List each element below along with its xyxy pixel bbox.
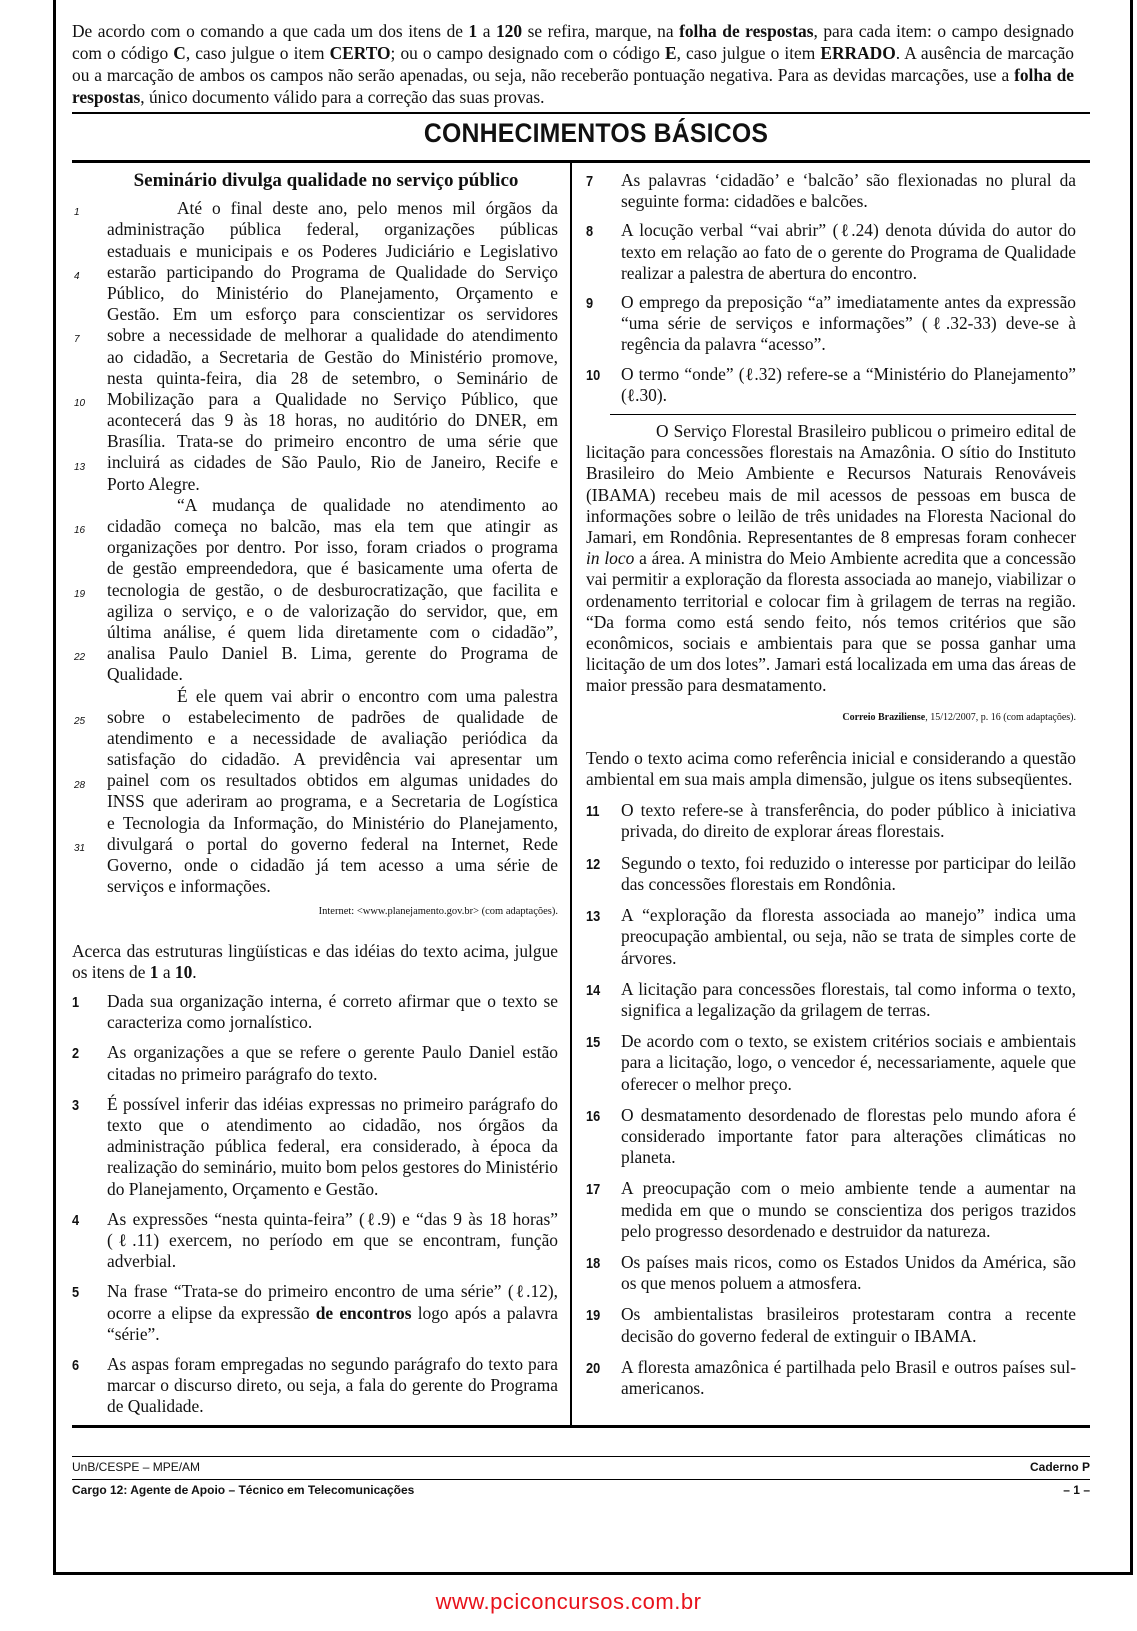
instructions-emphasis: ERRADO xyxy=(820,43,896,63)
question-number: 7 xyxy=(586,173,594,190)
question-text: As aspas foram empregadas no segundo parágrafo do texto para marcar o discurso direto, ou seja, a fala do gerente do Programa de Qualidade. xyxy=(107,1354,558,1417)
passage-line: satisfação do cidadão. A previdência vai apresentar um xyxy=(107,749,558,770)
question-number: 8 xyxy=(586,223,594,241)
line-number: 4 xyxy=(74,270,80,282)
question-number: 12 xyxy=(586,855,601,873)
question-emphasis: de encontros xyxy=(315,1302,412,1323)
passage-line: Público, do Ministério do Planejamento, Orçamento e xyxy=(107,282,558,303)
text2-source xyxy=(586,707,1076,728)
line-number: 7 xyxy=(74,334,80,346)
passage-line: ao cidadão, a Secretaria de Gestão do Ministério promove, xyxy=(107,346,558,367)
question-number: 13 xyxy=(586,908,601,926)
passage-line: nesta quinta-feira, dia 28 de setembro, o Seminário de xyxy=(107,367,558,388)
passage-line: Gestão. Em um esforço para conscientizar os servidores xyxy=(107,304,558,325)
line-number: 22 xyxy=(74,652,86,664)
text1-title: Seminário divulga qualidade no serviço público xyxy=(133,170,519,191)
footer-booklet: Caderno P xyxy=(1029,1460,1090,1474)
question-number: 6 xyxy=(72,1357,80,1375)
prompt-items-1-10 xyxy=(72,941,558,983)
prompt-end: . xyxy=(192,961,197,982)
instructions-emphasis: E xyxy=(665,43,677,63)
question-item xyxy=(586,1304,1076,1346)
passage-line: Mobilização para a Qualidade no Serviço Público, que xyxy=(107,388,558,409)
passage-line: Governo, onde o cidadão já tem acesso a uma série de xyxy=(107,855,558,876)
items-list-right xyxy=(586,800,1076,1399)
question-number: 2 xyxy=(72,1045,80,1063)
question-item xyxy=(72,1094,558,1200)
passage-line: painel com os resultados obtidos em algumas unidades do xyxy=(107,770,558,791)
prompt-to: 10 xyxy=(174,961,193,982)
question-item xyxy=(586,1357,1076,1399)
line-number: 16 xyxy=(74,525,86,537)
question-number: 11 xyxy=(586,803,600,821)
question-text: Segundo o texto, foi reduzido o interesse por participar do leilão das concessões florestais em Rondônia. xyxy=(621,852,1076,894)
question-number: 1 xyxy=(72,994,80,1011)
footer-position: Cargo 12: Agente de Apoio – Técnico em Telecomunicações xyxy=(72,1483,415,1497)
passage-line: tecnologia de gestão, o de desburocratização, que facilita e xyxy=(107,579,558,600)
question-text: A “exploração da floresta associada ao manejo” indica uma preocupação ambiental, ou seja, não se trata de simples corte de árvores. xyxy=(621,905,1076,968)
line-number: 10 xyxy=(74,398,86,409)
question-text: De acordo com o texto, se existem critérios sociais e ambientais para a licitação, logo, o vencedor é, necessariamente, aquele que oferecer o melhor preço. xyxy=(621,1031,1076,1094)
prompt-items-11-20: Tendo o texto acima como referência inicial e considerando a questão ambiental em sua mais ampla dimensão, julgue os itens subseqüentes. xyxy=(586,747,1076,790)
question-item xyxy=(586,220,1076,284)
passage-line: Qualidade. xyxy=(107,664,183,685)
question-item xyxy=(72,1209,558,1273)
instructions-text: ; ou o campo designado com o código xyxy=(390,43,665,63)
question-number: 19 xyxy=(586,1307,601,1325)
line-number: 25 xyxy=(74,716,86,727)
question-number: 16 xyxy=(586,1107,601,1125)
question-text: O texto refere-se à transferência, do poder público à iniciativa privada, do direito de explorar áreas florestais. xyxy=(621,800,1076,842)
question-number: 14 xyxy=(586,981,601,999)
column-divider xyxy=(570,160,572,1425)
question-item xyxy=(586,905,1076,969)
question-text: As organizações a que se refere o gerente Paulo Daniel estão citadas no primeiro parágrafo do texto. xyxy=(107,1042,558,1084)
instructions-emphasis: 1 xyxy=(468,21,478,41)
question-item xyxy=(72,991,558,1033)
passage-line: divulgará o portal do governo federal na Internet, Rede xyxy=(107,833,558,854)
passage-line: atendimento e a necessidade de avaliação periódica da xyxy=(107,727,558,748)
section-title: CONHECIMENTOS BÁSICOS xyxy=(423,118,769,148)
footer-org: UnB/CESPE – MPE/AM xyxy=(72,1460,201,1474)
question-item xyxy=(586,1031,1076,1095)
passage-line: e Tecnologia da Informação, do Ministério do Planejamento, xyxy=(107,812,558,833)
passage-line: acontecerá das 9 às 18 horas, no auditório do DNER, em xyxy=(107,410,558,431)
instructions-emphasis: CERTO xyxy=(329,43,391,63)
prompt-text: Acerca das estruturas lingüísticas e das idéias do texto acima, julgue os itens de xyxy=(72,940,558,982)
instructions-text: se refira, marque, na xyxy=(522,21,680,41)
question-number: 20 xyxy=(586,1359,601,1377)
instructions-text: , caso julgue o item xyxy=(676,43,821,63)
header-divider xyxy=(72,112,1090,114)
question-number: 15 xyxy=(586,1034,601,1052)
question-number: 18 xyxy=(586,1254,601,1272)
footer-mid-rule xyxy=(72,1479,1090,1480)
instructions-emphasis: 120 xyxy=(495,21,523,41)
question-number: 17 xyxy=(586,1181,601,1199)
footer-page-number: – 1 – xyxy=(1063,1483,1090,1497)
question-item xyxy=(586,800,1076,842)
passage-line: última análise, é quem lida diretamente com o cidadão”, xyxy=(107,621,558,642)
instructions-emphasis: C xyxy=(173,43,186,63)
passage-line: cidadão começa no balcão, mas ela tem que atingir as xyxy=(107,516,558,537)
question-text: A floresta amazônica é partilhada pelo Brasil e outros países sul-americanos. xyxy=(621,1356,1076,1398)
question-number: 4 xyxy=(72,1211,80,1229)
question-item xyxy=(586,364,1076,406)
instructions-text: , caso julgue o item xyxy=(185,43,330,63)
footer-row-2 xyxy=(72,1483,1090,1497)
question-text: A locução verbal “vai abrir” (ℓ.24) denota dúvida do autor do texto em relação ao fato de o gerente do Programa de Qualidade realizar a palestra de abertura do encontro. xyxy=(621,220,1076,283)
text1-source: Internet: <www.planejamento.gov.br> (com adaptações). xyxy=(318,906,558,918)
question-item xyxy=(586,1252,1076,1294)
passage-line: Porto Alegre. xyxy=(107,473,200,494)
left-column xyxy=(72,170,558,1427)
instructions-text: , para cada item: o campo designado com o código xyxy=(72,21,1075,63)
passage-line: INSS que aderiram ao programa, e a Secretaria de Logística xyxy=(107,791,558,812)
passage-line: sobre o estabelecimento de padrões de qualidade de xyxy=(107,706,558,727)
text2-body-end: a área. A ministra do Meio Ambiente acredita que a concessão vai permitir a exploração da floresta associada ao manejo, viabilizar o ordenamento territorial e colocar fim à grilagem de terras na região. “Da forma como está sendo feito, nós temos critérios que são econômicos, sociais e ambientais para que se possa ganhar uma licitação de um dos lotes”. Jamari está localizada em uma das áreas de maior pressão para desmatamento. xyxy=(586,548,1076,696)
question-text: A preocupação com o meio ambiente tende a aumentar na medida em que o mundo se conscientiza dos perigos trazidos pelo progresso desordenado e destruidor da natureza. xyxy=(621,1178,1076,1241)
question-text: O termo “onde” (ℓ.32) refere-se a “Ministério do Planejamento” (ℓ.30). xyxy=(621,363,1076,405)
question-number: 3 xyxy=(72,1096,80,1114)
passage-line: estarão participando do Programa de Qualidade do Serviço xyxy=(107,261,558,282)
question-text: Os ambientalistas brasileiros protestaram contra a recente decisão do governo federal de extinguir o IBAMA. xyxy=(621,1304,1076,1346)
text2-body: O Serviço Florestal Brasileiro publicou o primeiro edital de licitação para concessões florestais na Amazônia. O sítio do Instituto Brasileiro do Meio Ambiente e Recursos Naturais Renováveis (IBAMA) recebeu mais de mil acessos de pessoas em busca de informações sobre o leilão de três unidades na Floresta Nacional do Jamari, em Rondônia. Representantes de 8 empresas foram conhecer xyxy=(586,421,1076,548)
instructions-emphasis: folha de respostas xyxy=(72,65,1074,107)
instructions-text: a xyxy=(477,21,496,41)
question-item xyxy=(72,1042,558,1084)
question-text: Os países mais ricos, como os Estados Unidos da América, são os que menos poluem a atmosfera. xyxy=(621,1251,1076,1294)
passage-line: organizações por dentro. Por isso, foram criados o programa xyxy=(107,537,558,558)
text2-passage xyxy=(586,421,1076,697)
passage-line: É ele quem vai abrir o encontro com uma palestra xyxy=(177,685,558,706)
question-number: 5 xyxy=(72,1284,80,1302)
question-item xyxy=(586,1105,1076,1169)
question-text: É possível inferir das idéias expressas no primeiro parágrafo do texto que o atendimento ao cidadão, nos órgãos da administração pública federal, era considerado, à época da realização do seminário, muito bom pelos gestores do Ministério do Planejamento, Orçamento e Gestão. xyxy=(107,1093,558,1199)
question-item xyxy=(72,1354,558,1418)
items-list-left xyxy=(72,991,558,1418)
question-item xyxy=(586,979,1076,1021)
footer-row-1 xyxy=(72,1460,1090,1474)
prompt-mid: a xyxy=(158,961,175,982)
right-column xyxy=(586,170,1076,1409)
line-number: 31 xyxy=(74,843,86,855)
passage-line: analisa Paulo Daniel B. Lima, gerente do Programa de xyxy=(107,643,558,664)
passage-line: Brasília. Trata-se do primeiro encontro de uma série que xyxy=(107,431,558,452)
section-title-rule xyxy=(72,160,1090,163)
passage-line: agiliza o serviço, e o de valorização do servidor, que, em xyxy=(107,600,558,621)
instructions-text: . A ausência de marcação ou a marcação de ambos os campos não serão apenadas, ou seja, não receberão pontuação negativa. Para as devidas marcações, use a xyxy=(72,43,1075,85)
question-item xyxy=(586,853,1076,895)
text2-source-rest: , 15/12/2007, p. 16 (com adaptações). xyxy=(925,711,1076,723)
question-text: O emprego da preposição “a” imediatamente antes da expressão “uma série de serviços e informações” (ℓ.32-33) deve-se à regência da palavra “acesso”. xyxy=(621,292,1076,355)
text2-italic: in loco xyxy=(586,548,635,569)
question-item xyxy=(72,1281,558,1345)
instructions-paragraph xyxy=(72,20,1074,108)
prompt-from: 1 xyxy=(149,961,159,982)
instructions-text: De acordo com o comando a que cada um dos itens de xyxy=(72,21,469,41)
instructions-text: , único documento válido para a correção das suas provas. xyxy=(140,87,545,107)
passage-line: serviços e informações. xyxy=(107,876,271,897)
passage-line: incluirá as cidades de São Paulo, Rio de Janeiro, Recife e xyxy=(107,452,558,473)
question-number: 9 xyxy=(586,295,594,313)
text1-passage xyxy=(72,198,558,897)
items-list-right-top xyxy=(586,170,1076,406)
question-text: Na frase “Trata-se do primeiro encontro de uma série” (ℓ.12), ocorre a elipse da expressão de encontros logo após a palavra “série”. xyxy=(107,1281,559,1344)
question-text: As palavras ‘cidadão’ e ‘balcão’ são flexionadas no plural da seguinte forma: cidadões e balcões. xyxy=(621,170,1076,212)
instructions-emphasis: folha de respostas xyxy=(679,21,814,41)
site-url-link[interactable]: www.pciconcursos.com.br xyxy=(435,1589,702,1614)
line-number: 13 xyxy=(74,461,86,473)
passage-line: sobre a necessidade de melhorar a qualidade do atendimento xyxy=(107,325,558,346)
question-text: As expressões “nesta quinta-feira” (ℓ.9) e “das 9 às 18 horas” (ℓ.11) exercem, no período em que se encontram, função adverbial. xyxy=(107,1208,558,1272)
passage-line: Até o final deste ano, pelo menos mil órgãos da xyxy=(177,198,558,219)
question-item xyxy=(586,1178,1076,1242)
question-text: A licitação para concessões florestais, tal como informa o texto, significa a legalização da grilagem de terras. xyxy=(621,978,1076,1020)
question-text: Dada sua organização interna, é correto afirmar que o texto se caracteriza como jornalístico. xyxy=(107,991,558,1033)
question-text: O desmatamento desordenado de florestas pelo mundo afora é considerado importante fator para alterações climáticas no planeta. xyxy=(621,1104,1076,1168)
text2-divider xyxy=(610,414,1076,415)
question-number: 10 xyxy=(586,366,601,384)
passage-line: de gestão empreendedora, que é basicamente uma oferta de xyxy=(107,558,558,579)
text2-source-name: Correio Braziliense xyxy=(842,711,926,723)
question-item xyxy=(586,292,1076,356)
passage-line: estaduais e municipais e os Poderes Judiciário e Legislativo xyxy=(107,240,558,261)
exam-page xyxy=(53,0,1133,1575)
footer-top-rule xyxy=(72,1456,1090,1457)
line-number: 28 xyxy=(74,779,86,791)
line-number: 1 xyxy=(74,207,80,219)
line-number: 19 xyxy=(74,588,86,600)
question-item xyxy=(586,170,1076,212)
content-bottom-rule xyxy=(72,1425,1090,1428)
passage-line: “A mudança de qualidade no atendimento ao xyxy=(177,494,558,515)
passage-line: administração pública federal, organizações públicas xyxy=(107,219,558,240)
